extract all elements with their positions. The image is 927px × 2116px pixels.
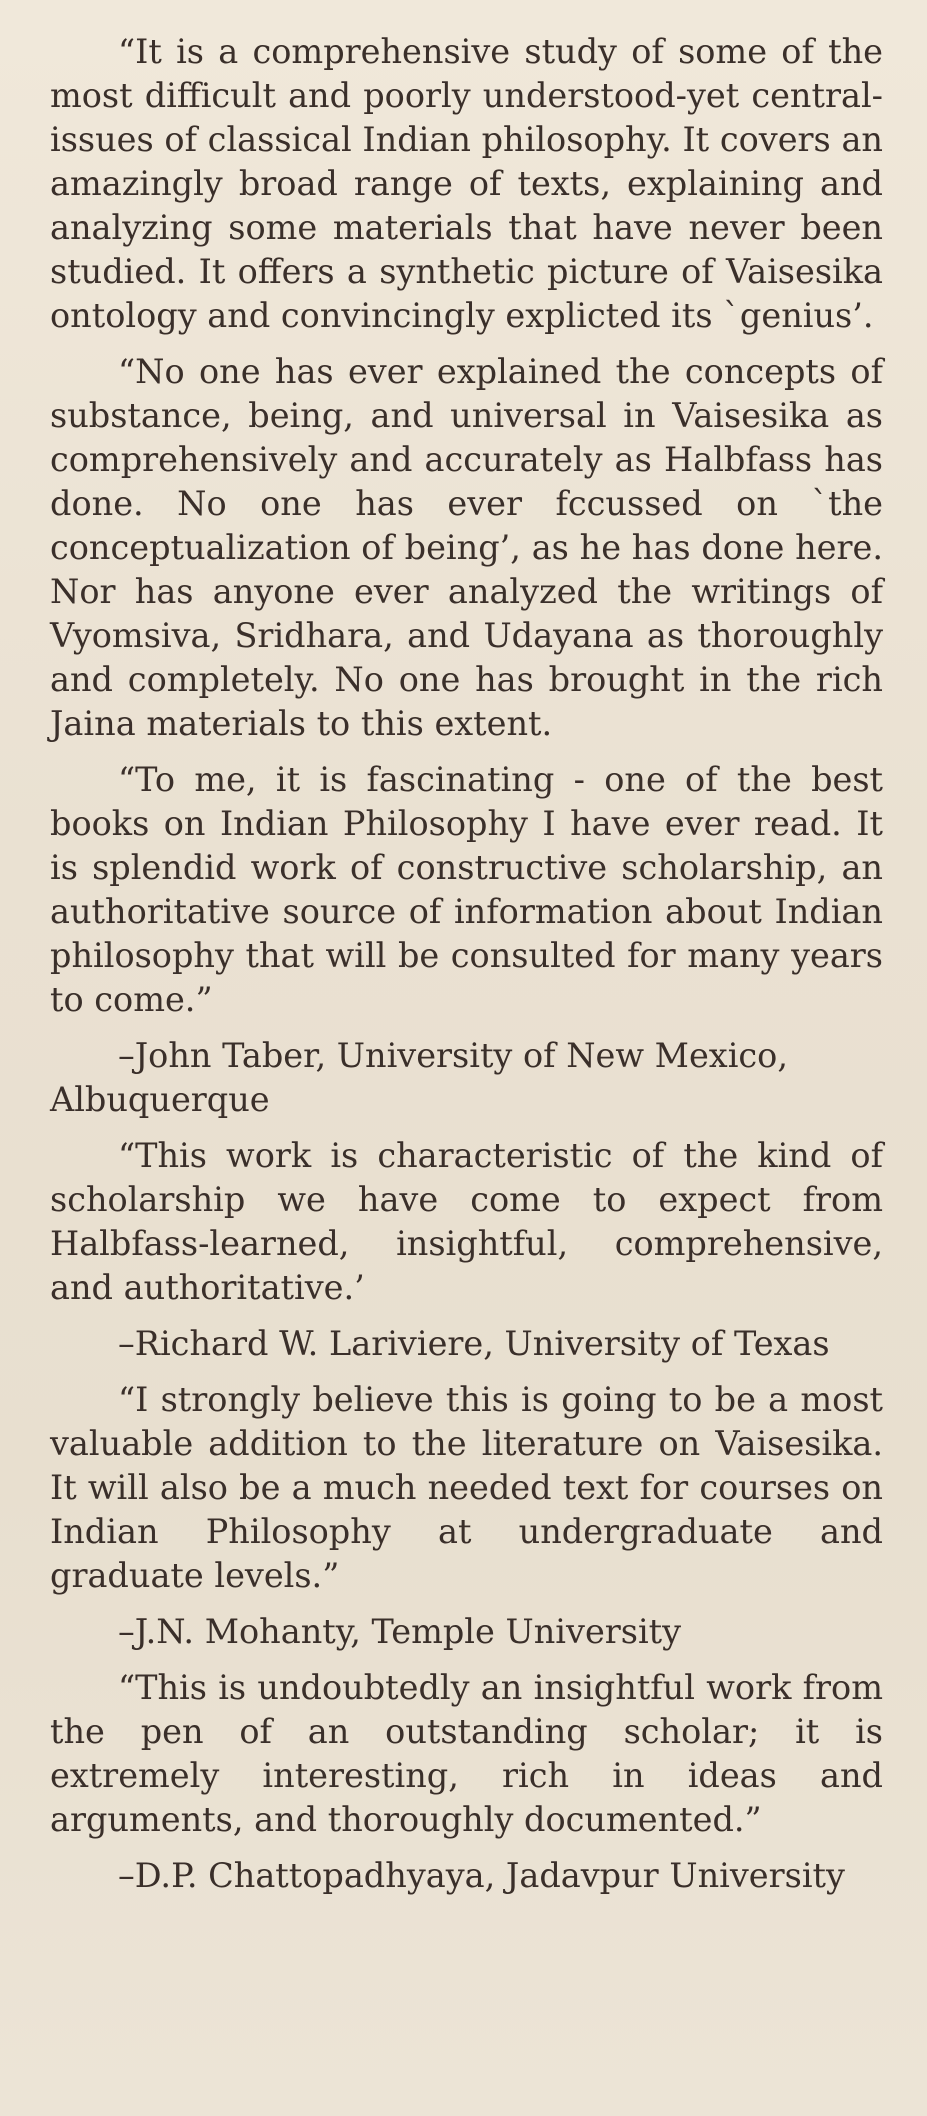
blurb-quote-6: “This is undoubtedly an insightful work from the pen of an outstanding scholar; it is extremely interesting, rich in ideas and arguments, and thoroughly documented.” bbox=[50, 1668, 883, 1839]
attribution-john-taber: –John Taber, University of New Mexico, Albuquerque bbox=[50, 1036, 788, 1119]
attribution-dp-chattopadhyaya: –D.P. Chattopadhyaya, Jadavpur University bbox=[118, 1856, 845, 1895]
blurb-quote-1: “It is a comprehensive study of some of the most difficult and poorly understood-yet central-issues of classical Indian philosophy. It covers an amazingly broad range of texts, explaining and analyzing some materials that have never been studied. It offers a synthetic picture of Vaisesika ontology and convincingly explicted its `genius’. bbox=[50, 32, 883, 335]
attribution-jn-mohanty: –J.N. Mohanty, Temple University bbox=[118, 1612, 682, 1651]
blurb-quote-2: “No one has ever explained the concepts of substance, being, and universal in Vaisesika as comprehensively and accurately as Halbfass has done. No one has ever fccussed on `the conceptualization of being’, as he has done here. Nor has anyone ever analyzed the writings of Vyomsiva, Sridhara, and Udayana as thoroughly and completely. No one has brought in the rich Jaina materials to this extent. bbox=[50, 352, 883, 743]
blurb-quote-3: “To me, it is fascinating - one of the best books on Indian Philosophy I have ever read. It is splendid work of constructive scholarship, an authoritative source of information about Indian philosophy that will be consulted for many years to come.” bbox=[50, 760, 883, 1019]
blurb-quote-5: “I strongly believe this is going to be a most valuable addition to the literature on Vaisesika. It will also be a much needed text for courses on Indian Philosophy at undergraduate and graduate levels.” bbox=[50, 1380, 883, 1595]
blurb-quote-4: “This work is characteristic of the kind of scholarship we have come to expect from Halbfass-learned, insightful, comprehensive, and authoritative.’ bbox=[50, 1136, 883, 1307]
attribution-richard-lariviere: –Richard W. Lariviere, University of Texas bbox=[118, 1324, 830, 1363]
